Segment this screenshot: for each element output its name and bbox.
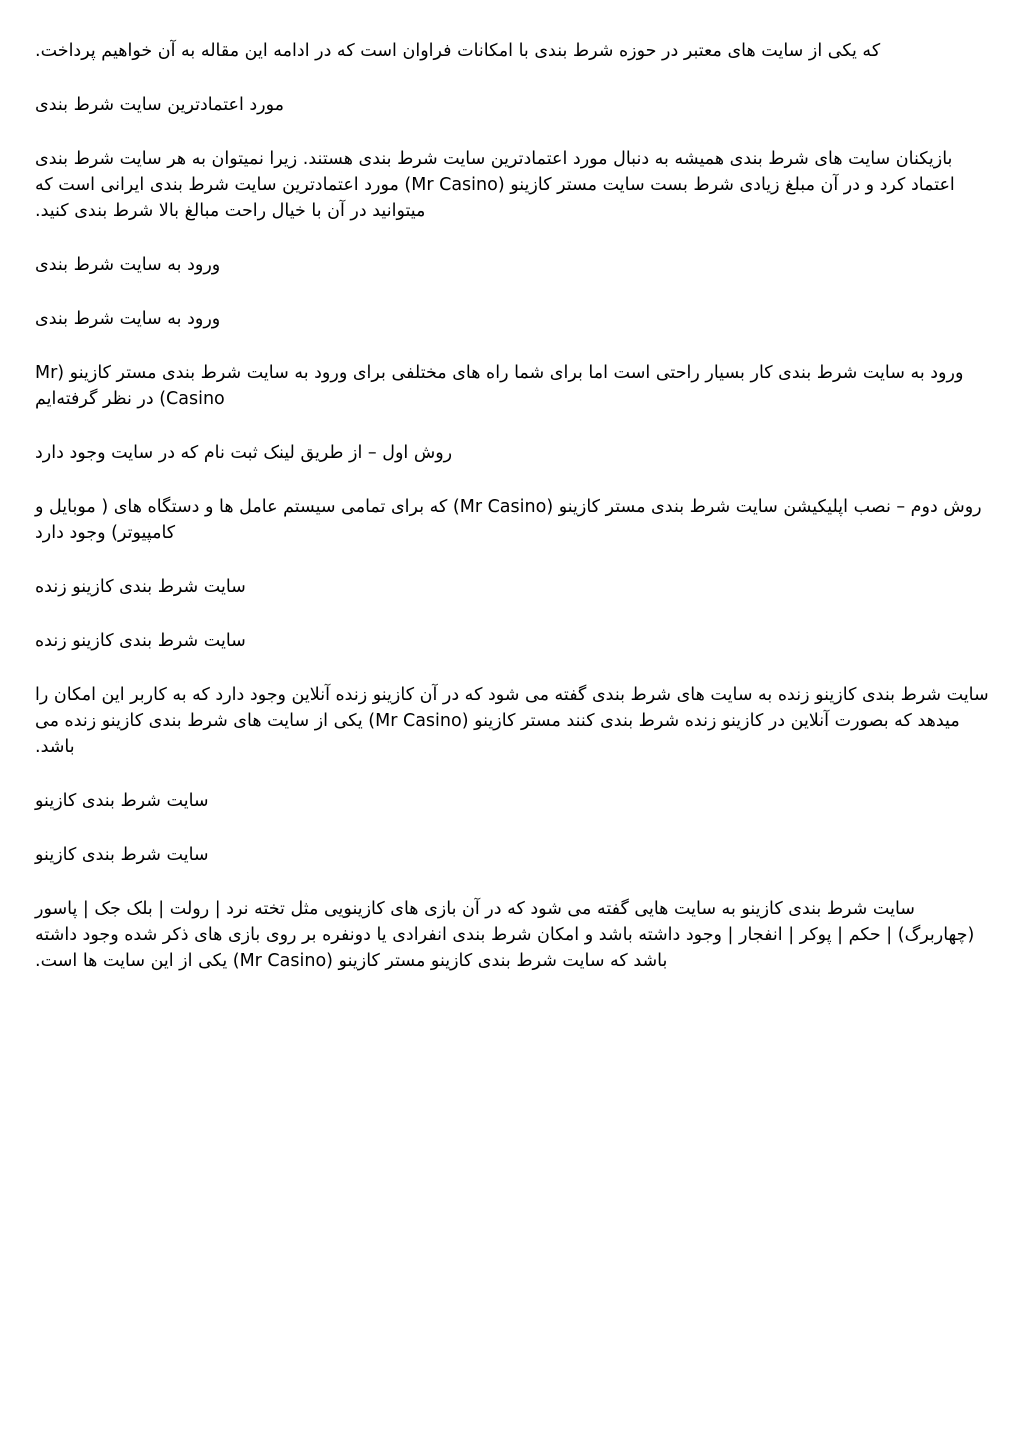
subheading-casino: سایت شرط بندی کازینو xyxy=(35,845,209,865)
paragraph-login: ورود به سایت شرط بندی کار بسیار راحتی است اما برای شما راه های مختلفی برای ورود به سایت شرط بندی مستر کازینو (Mr Casino) در نظر گرفته‌ایم xyxy=(35,363,964,409)
login-method-two: روش دوم – نصب اپلیکیشن سایت شرط بندی مستر کازینو (Mr Casino) که برای تمامی سیستم عامل ها و دستگاه های ( موبایل و کامپیوتر) وجود دارد xyxy=(35,497,982,543)
subheading-login: ورود به سایت شرط بندی xyxy=(35,309,221,329)
subheading-live-casino: سایت شرط بندی کازینو زنده xyxy=(35,631,246,651)
document-body xyxy=(35,38,990,1002)
heading-live-casino: سایت شرط بندی کازینو زنده xyxy=(35,577,246,597)
paragraph-casino: سایت شرط بندی کازینو به سایت هایی گفته می شود که در آن بازی های کازینویی مثل تخته نرد | رولت | بلک جک | پاسور (چهاربرگ) | حکم | پوکر | انفجار | وجود داشته باشد و امکان شرط بندی انفرادی یا دونفره بر روی بازی های ذکر شده وجود داشته باشد که سایت شرط بندی کازینو مستر کازینو (Mr Casino) یکی از این سایت ها است. xyxy=(35,899,975,971)
paragraph-live-casino: سایت شرط بندی کازینو زنده به سایت های شرط بندی گفته می شود که در آن کازینو زنده آنلاین وجود دارد که به کاربر این امکان را میدهد که بصورت آنلاین در کازینو زنده شرط بندی کنند مستر کازینو (Mr Casino) یکی از سایت های شرط بندی کازینو زنده می باشد. xyxy=(35,685,989,757)
heading-login: ورود به سایت شرط بندی xyxy=(35,255,221,275)
paragraph-trusted-site: بازیکنان سایت های شرط بندی همیشه به دنبال مورد اعتمادترین سایت شرط بندی هستند. زیرا نمیتوان به هر سایت شرط بندی اعتماد کرد و در آن مبلغ زیادی شرط بست سایت مستر کازینو (Mr Casino) مورد اعتمادترین سایت شرط بندی ایرانی است که میتوانید در آن با خیال راحت مبالغ بالا شرط بندی کنید. xyxy=(35,149,955,221)
heading-casino: سایت شرط بندی کازینو xyxy=(35,791,209,811)
heading-trusted-site: مورد اعتمادترین سایت شرط بندی xyxy=(35,95,285,115)
intro-paragraph: که یکی از سایت های معتبر در حوزه شرط بندی با امکانات فراوان است که در ادامه این مقاله به آن خواهیم پرداخت. xyxy=(35,41,881,61)
login-method-one: روش اول – از طریق لینک ثبت نام که در سایت وجود دارد xyxy=(35,443,453,463)
